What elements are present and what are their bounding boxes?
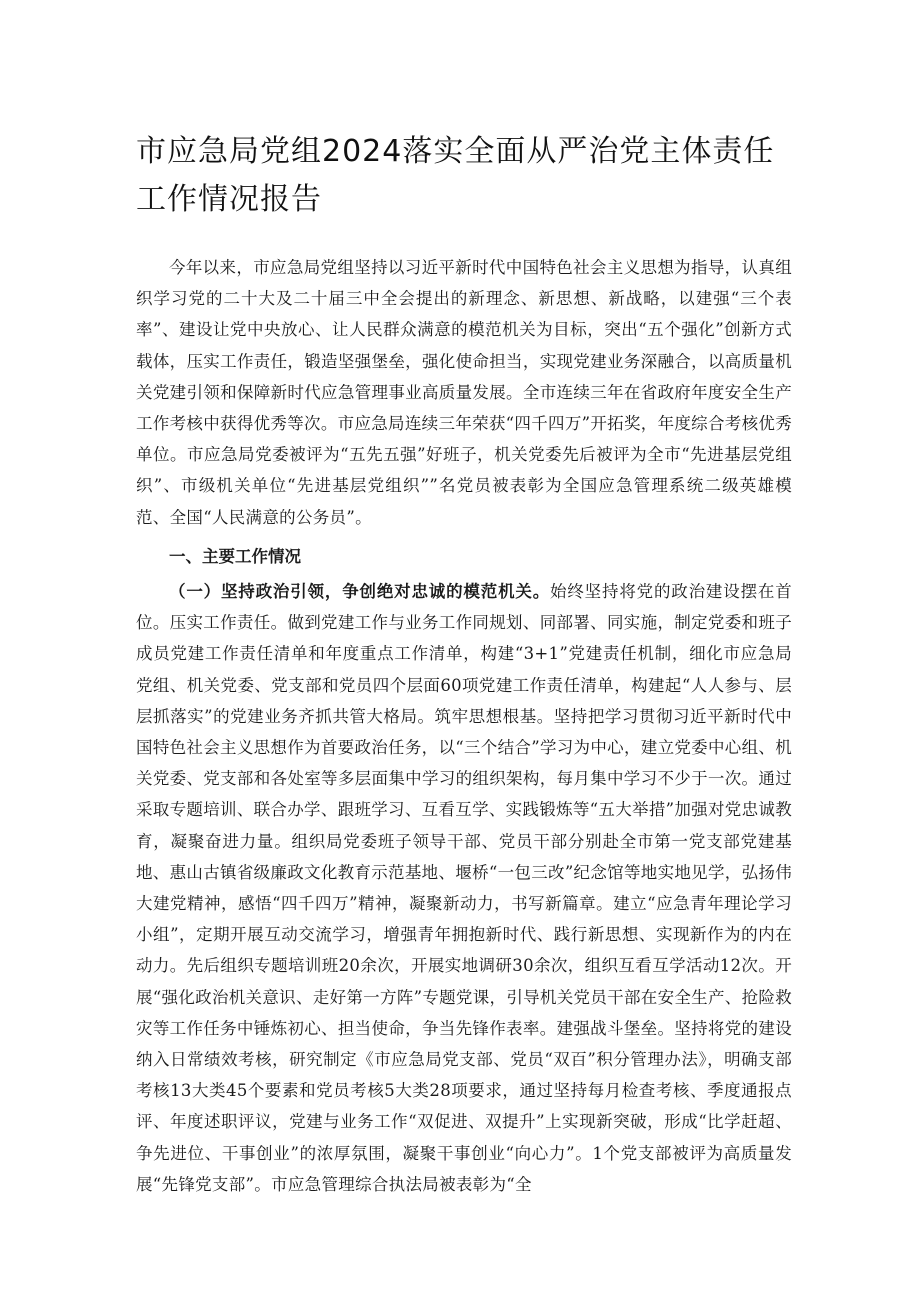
paragraph-lead: （一）坚持政治引领，争创绝对忠诚的模范机关。 [169, 582, 551, 602]
section-heading: 一、主要工作情况 [169, 546, 301, 566]
intro-paragraph: 今年以来，市应急局党组坚持以习近平新时代中国特色社会主义思想为指导，认真组织学习党的二十大及二十届三中全会提出的新理念、新思想、新战略，以建强“三个表率”、建设让党中央放心、让人民群众满意的模范机关为目标，突出“五个强化”创新方式载体，压实工作责任，锻造坚强堡垒，强化使命担当，实现党建业务深融合，以高质量机关党建引领和保障新时代应急管理事业高质量发展。全市连续三年在省政府年度安全生产工作考核中获得优秀等次。市应急局连续三年荣获“四千四万”开拓奖，年度综合考核优秀单位。市应急局党委被评为“五先五强”好班子，机关党委先后被评为全市“先进基层党组织”、市级机关单位“先进基层党组织””名党员被表彰为全国应急管理系统二级英雄模范、全国“人民满意的公务员”。 [136, 258, 792, 527]
document-page [136, 128, 792, 1200]
document-title: 市应急局党组2024落实全面从严治党主体责任工作情况报告 [136, 134, 775, 217]
paragraph-text: 始终坚持将党的政治建设摆在首位。压实工作责任。做到党建工作与业务工作同规划、同部署、同实施，制定党委和班子成员党建工作责任清单和年度重点工作清单，构建“3+1”党建责任机制，细化市应急局党组、机关党委、党支部和党员四个层面60项党建工作责任清单，构建起“人人参与、层层抓落实”的党建业务齐抓共管大格局。筑牢思想根基。坚持把学习贯彻习近平新时代中国特色社会主义思想作为首要政治任务，以“三个结合”学习为中心，建立党委中心组、机关党委、党支部和各处室等多层面集中学习的组织架构，每月集中学习不少于一次。通过采取专题培训、联合办学、跟班学习、互看互学、实践锻炼等“五大举措”加强对党忠诚教育，凝聚奋进力量。组织局党委班子领导干部、党员干部分别赴全市第一党支部党建基地、惠山古镇省级廉政文化教育示范基地、堰桥“一包三改”纪念馆等地实地见学，弘扬伟大建党精神，感悟“四千四万”精神，凝聚新动力，书写新篇章。建立“应急青年理论学习小组”，定期开展互动交流学习，增强青年拥抱新时代、践行新思想、实现新作为的内在动力。先后组织专题培训班20余次，开展实地调研30余次，组织互看互学活动12次。开展“强化政治机关意识、走好第一方阵”专题党课，引导机关党员干部在安全生产、抢险救灾等工作任务中锤炼初心、担当使命，争当先锋作表率。建强战斗堡垒。坚持将党的建设纳入日常绩效考核，研究制定《市应急局党支部、党员“双百”积分管理办法》，明确支部考核13大类45个要素和党员考核5大类28项要求，通过坚持每月检查考核、季度通报点评、年度述职评议，党建与业务工作“双促进、双提升”上实现新突破，形成“比学赶超、争先进位、干事创业”的浓厚氛围，凝聚干事创业“向心力”。1个党支部被评为高质量发展“先锋党支部”。市应急管理综合执法局被表彰为“全 [136, 582, 793, 1194]
body-paragraph [136, 576, 792, 1200]
